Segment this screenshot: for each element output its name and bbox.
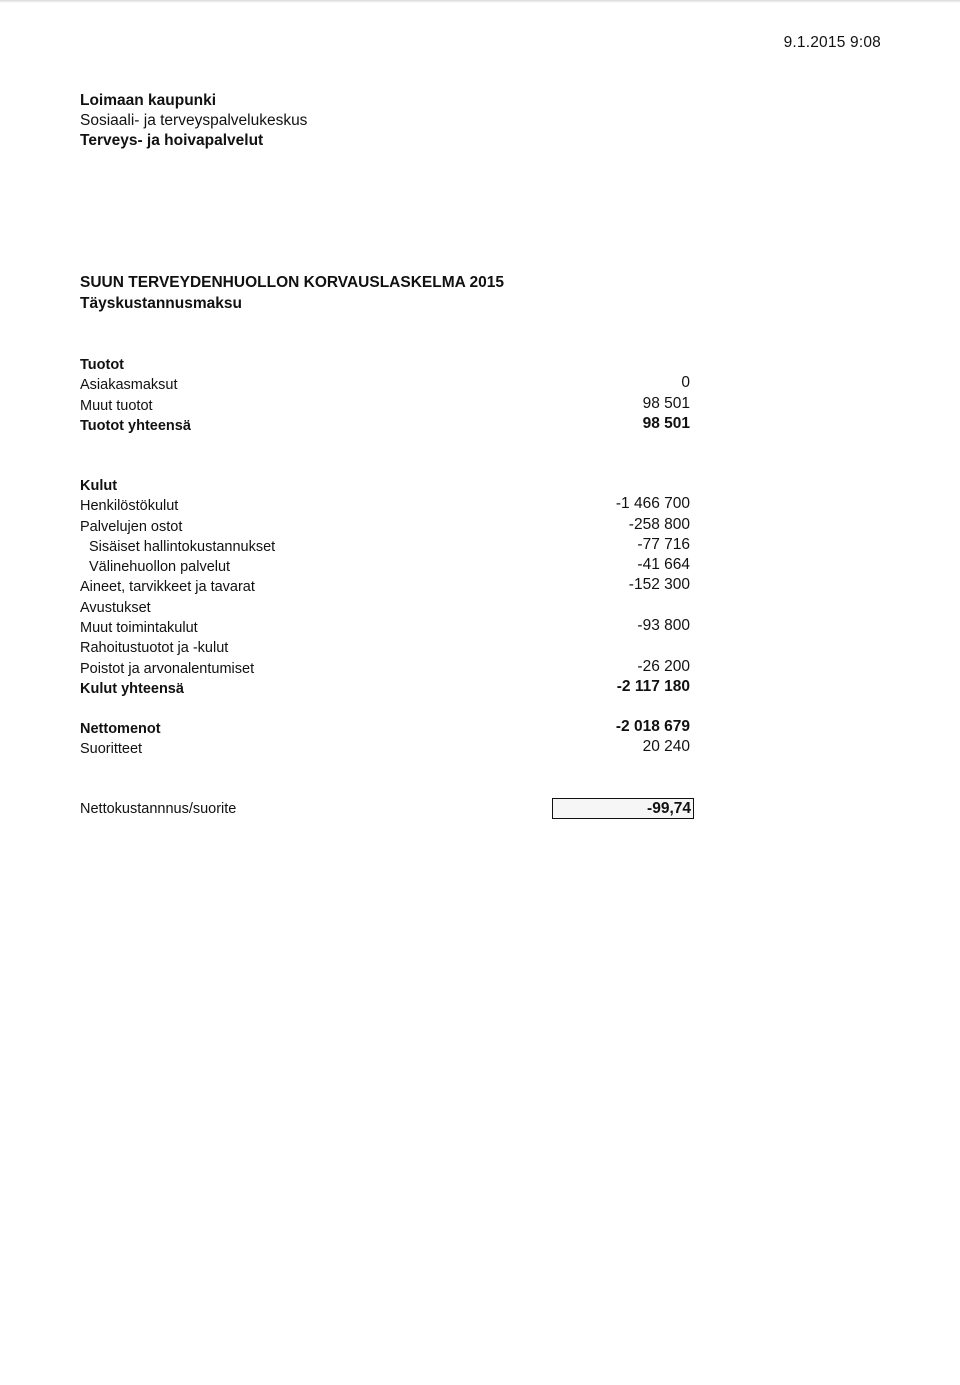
costs-total-row bbox=[80, 679, 692, 699]
net-expenses-row bbox=[80, 719, 692, 739]
cost-row bbox=[80, 517, 692, 537]
print-timestamp: 9.1.2015 9:08 bbox=[783, 34, 881, 51]
costs-total-value: -2 117 180 bbox=[616, 677, 690, 695]
net-cost-per-output-value: -99,74 bbox=[647, 800, 691, 817]
net-cost-per-output-label: Nettokustannnus/suorite bbox=[80, 801, 237, 817]
row-value: -1 466 700 bbox=[615, 495, 690, 513]
cost-row bbox=[80, 557, 692, 577]
row-value: 98 501 bbox=[642, 394, 690, 412]
income-row bbox=[80, 396, 692, 416]
row-label: Avustukset bbox=[80, 599, 151, 616]
income-heading-label: Tuotot bbox=[80, 357, 125, 373]
cost-row bbox=[80, 537, 692, 557]
cost-row bbox=[80, 659, 692, 679]
income-row bbox=[80, 375, 692, 395]
row-value: -93 800 bbox=[637, 617, 690, 635]
row-value: -41 664 bbox=[637, 556, 690, 574]
report-title: SUUN TERVEYDENHUOLLON KORVAUSLASKELMA 2015 bbox=[80, 274, 505, 291]
outputs-value: 20 240 bbox=[642, 738, 690, 756]
cost-row bbox=[80, 618, 692, 638]
report-heading bbox=[80, 272, 504, 314]
income-total-value: 98 501 bbox=[642, 414, 690, 432]
row-value: -258 800 bbox=[628, 515, 690, 533]
cost-row bbox=[80, 577, 692, 597]
cost-row bbox=[80, 496, 692, 516]
row-label: Muut tuotot bbox=[80, 397, 153, 414]
row-value: 0 bbox=[681, 374, 690, 392]
row-value: -77 716 bbox=[637, 535, 690, 553]
row-label: Sisäiset hallintokustannukset bbox=[89, 538, 276, 555]
row-label: Välinehuollon palvelut bbox=[89, 559, 231, 576]
income-heading bbox=[80, 355, 692, 375]
row-label: Henkilöstökulut bbox=[80, 498, 179, 515]
row-label: Asiakasmaksut bbox=[80, 377, 178, 394]
costs-heading bbox=[80, 476, 692, 496]
row-value: -26 200 bbox=[637, 657, 690, 675]
row-label: Rahoitustuotot ja -kulut bbox=[80, 640, 229, 657]
income-section bbox=[80, 355, 692, 436]
organization-name: Loimaan kaupunki bbox=[80, 92, 217, 109]
unit-name: Terveys- ja hoivapalvelut bbox=[80, 132, 264, 149]
department-name: Sosiaali- ja terveyspalvelukeskus bbox=[80, 112, 308, 129]
net-section bbox=[80, 719, 692, 760]
organization-header bbox=[80, 91, 307, 151]
income-total-label: Tuotot yhteensä bbox=[80, 417, 191, 434]
row-label: Aineet, tarvikkeet ja tavarat bbox=[80, 579, 255, 596]
outputs-label: Suoritteet bbox=[80, 741, 143, 758]
income-total-row bbox=[80, 416, 692, 436]
net-expenses-value: -2 018 679 bbox=[615, 718, 690, 735]
net-expenses-label: Nettomenot bbox=[80, 721, 161, 737]
cost-row bbox=[80, 598, 692, 618]
row-label: Muut toimintakulut bbox=[80, 620, 198, 637]
row-label: Poistot ja arvonalentumiset bbox=[80, 660, 255, 677]
row-value: -152 300 bbox=[628, 576, 690, 594]
costs-total-label: Kulut yhteensä bbox=[80, 680, 184, 697]
scan-edge bbox=[0, 0, 960, 3]
outputs-row bbox=[80, 739, 692, 759]
row-label: Palvelujen ostot bbox=[80, 518, 183, 535]
net-cost-per-output-box bbox=[552, 798, 694, 819]
cost-row bbox=[80, 638, 692, 658]
report-subtitle: Täyskustannusmaksu bbox=[80, 295, 242, 312]
costs-heading-label: Kulut bbox=[80, 478, 118, 494]
costs-section bbox=[80, 476, 692, 699]
